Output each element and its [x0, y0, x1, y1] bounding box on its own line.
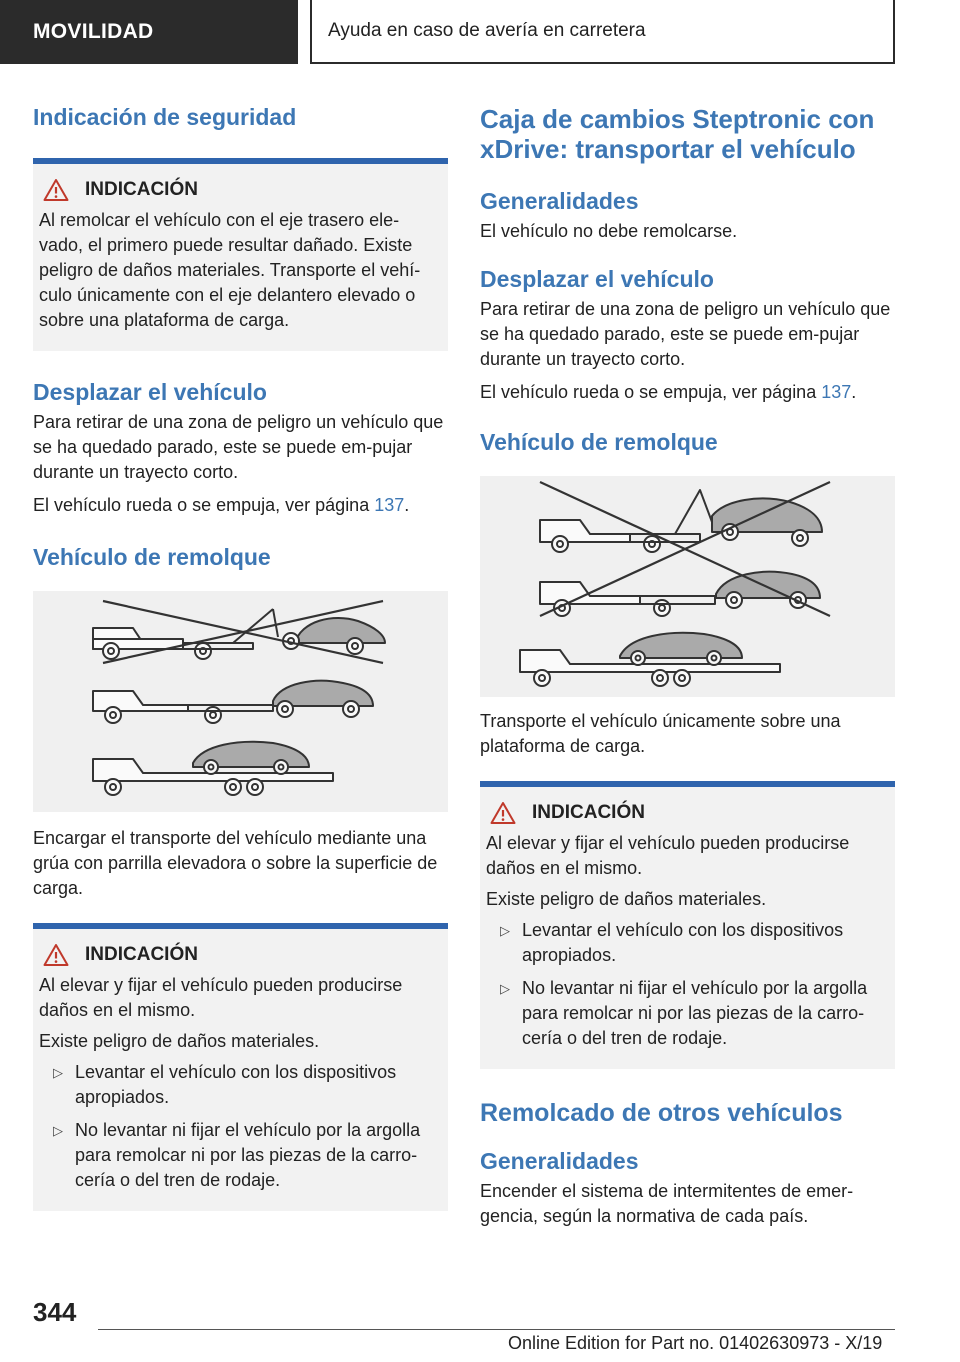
- figure-caption: Transporte el vehículo únicamente sobre una plataforma de carga.: [480, 711, 841, 756]
- warning-icon: [43, 943, 69, 967]
- general-heading: Generalidades: [480, 188, 639, 214]
- chapter-header: [310, 0, 895, 64]
- tow-heading: Vehículo de remolque: [480, 429, 718, 455]
- notice-header: [490, 801, 889, 825]
- chapter-title: Ayuda en caso de avería en carretera: [328, 20, 646, 41]
- list-item-text: Levantar el vehículo con los dispositivos apropiados.: [522, 920, 844, 965]
- safety-heading: Indicación de seguridad: [33, 104, 297, 130]
- list-item: [486, 976, 889, 1051]
- page-link[interactable]: 137: [821, 382, 852, 402]
- move-text: Para retirar de una zona de peligro un vehículo que se ha quedado parado, este se puede em-pujar durante un trayecto corto.: [33, 412, 444, 482]
- reference-text: El vehículo rueda o se empuja, ver página: [33, 495, 370, 515]
- list-item: [39, 1118, 442, 1193]
- right-column: [480, 100, 895, 1229]
- triangle-bullet-icon: ▷: [53, 1065, 63, 1080]
- reference-end: .: [851, 382, 857, 402]
- other-text: Encender el sistema de intermitentes de emer-gencia, según la normativa de cada país.: [480, 1181, 854, 1226]
- notice-line-2: Existe peligro de daños materiales.: [39, 1031, 320, 1051]
- tow-trucks-diagram: [480, 476, 895, 697]
- notice-header: [43, 178, 442, 202]
- reference-end: .: [404, 495, 410, 515]
- tow-heading: Vehículo de remolque: [33, 544, 271, 570]
- tow-trucks-diagram: [33, 591, 448, 812]
- notice-text: Al remolcar el vehículo con el eje trasero ele-vado, el primero puede resultar dañado. Existe peligro de daños materiales. Transporte el vehí-culo únicamente con el eje delantero elevado o sobre una plataforma de carga.: [39, 210, 421, 330]
- figure-caption: Encargar el transporte del vehículo mediante una grúa con parrilla elevadora o sobre la superficie de carga.: [33, 828, 438, 898]
- general-text: El vehículo no debe remolcarse.: [480, 221, 738, 241]
- left-column: [33, 100, 448, 1211]
- other-heading: Remolcado de otros vehículos: [480, 1099, 843, 1127]
- tow-illustration: [33, 591, 448, 812]
- section-tab: [0, 0, 298, 64]
- notice-line-1: Al elevar y fijar el vehículo pueden producirse daños en el mismo.: [486, 833, 850, 878]
- notice-line-2: Existe peligro de daños materiales.: [486, 889, 767, 909]
- move-heading: Desplazar el vehículo: [480, 266, 714, 292]
- list-item-text: Levantar el vehículo con los dispositivos apropiados.: [75, 1062, 397, 1107]
- tow-illustration: [480, 476, 895, 697]
- list-item-text: No levantar ni fijar el vehículo por la argolla para remolcar ni por las piezas de la carro-cería o del tren de rodaje.: [75, 1120, 421, 1190]
- triangle-bullet-icon: ▷: [53, 1123, 63, 1138]
- notice-box: [33, 923, 448, 1211]
- triangle-bullet-icon: ▷: [500, 981, 510, 996]
- triangle-bullet-icon: ▷: [500, 923, 510, 938]
- other-general-heading: Generalidades: [480, 1148, 639, 1174]
- list-item: [486, 918, 889, 968]
- page-link[interactable]: 137: [374, 495, 405, 515]
- notice-box: [33, 158, 448, 351]
- page-number: 344: [33, 1297, 77, 1327]
- notice-label: INDICACIÓN: [532, 802, 645, 823]
- notice-header: [43, 943, 442, 967]
- move-heading: Desplazar el vehículo: [33, 379, 267, 405]
- notice-bullets: [39, 1060, 442, 1193]
- section-title: MOVILIDAD: [33, 20, 154, 43]
- reference-text: El vehículo rueda o se empuja, ver página: [480, 382, 817, 402]
- notice-box: [480, 781, 895, 1069]
- list-item: [39, 1060, 442, 1110]
- page-reference: [480, 380, 895, 405]
- list-item-text: No levantar ni fijar el vehículo por la argolla para remolcar ni por las piezas de la carro-cería o del tren de rodaje.: [522, 978, 868, 1048]
- notice-line-1: Al elevar y fijar el vehículo pueden producirse daños en el mismo.: [39, 975, 403, 1020]
- edition-text: Online Edition for Part no. 01402630973 - X/19: [508, 1333, 883, 1353]
- notice-label: INDICACIÓN: [85, 179, 198, 200]
- warning-icon: [43, 178, 69, 202]
- notice-label: INDICACIÓN: [85, 944, 198, 965]
- notice-bullets: [486, 918, 889, 1051]
- footer-divider: [98, 1329, 895, 1330]
- page-reference: [33, 493, 448, 518]
- warning-icon: [490, 801, 516, 825]
- main-heading: Caja de cambios Steptronic con xDrive: transportar el vehículo: [480, 104, 875, 164]
- move-text: Para retirar de una zona de peligro un vehículo que se ha quedado parado, este se puede em-pujar durante un trayecto corto.: [480, 299, 891, 369]
